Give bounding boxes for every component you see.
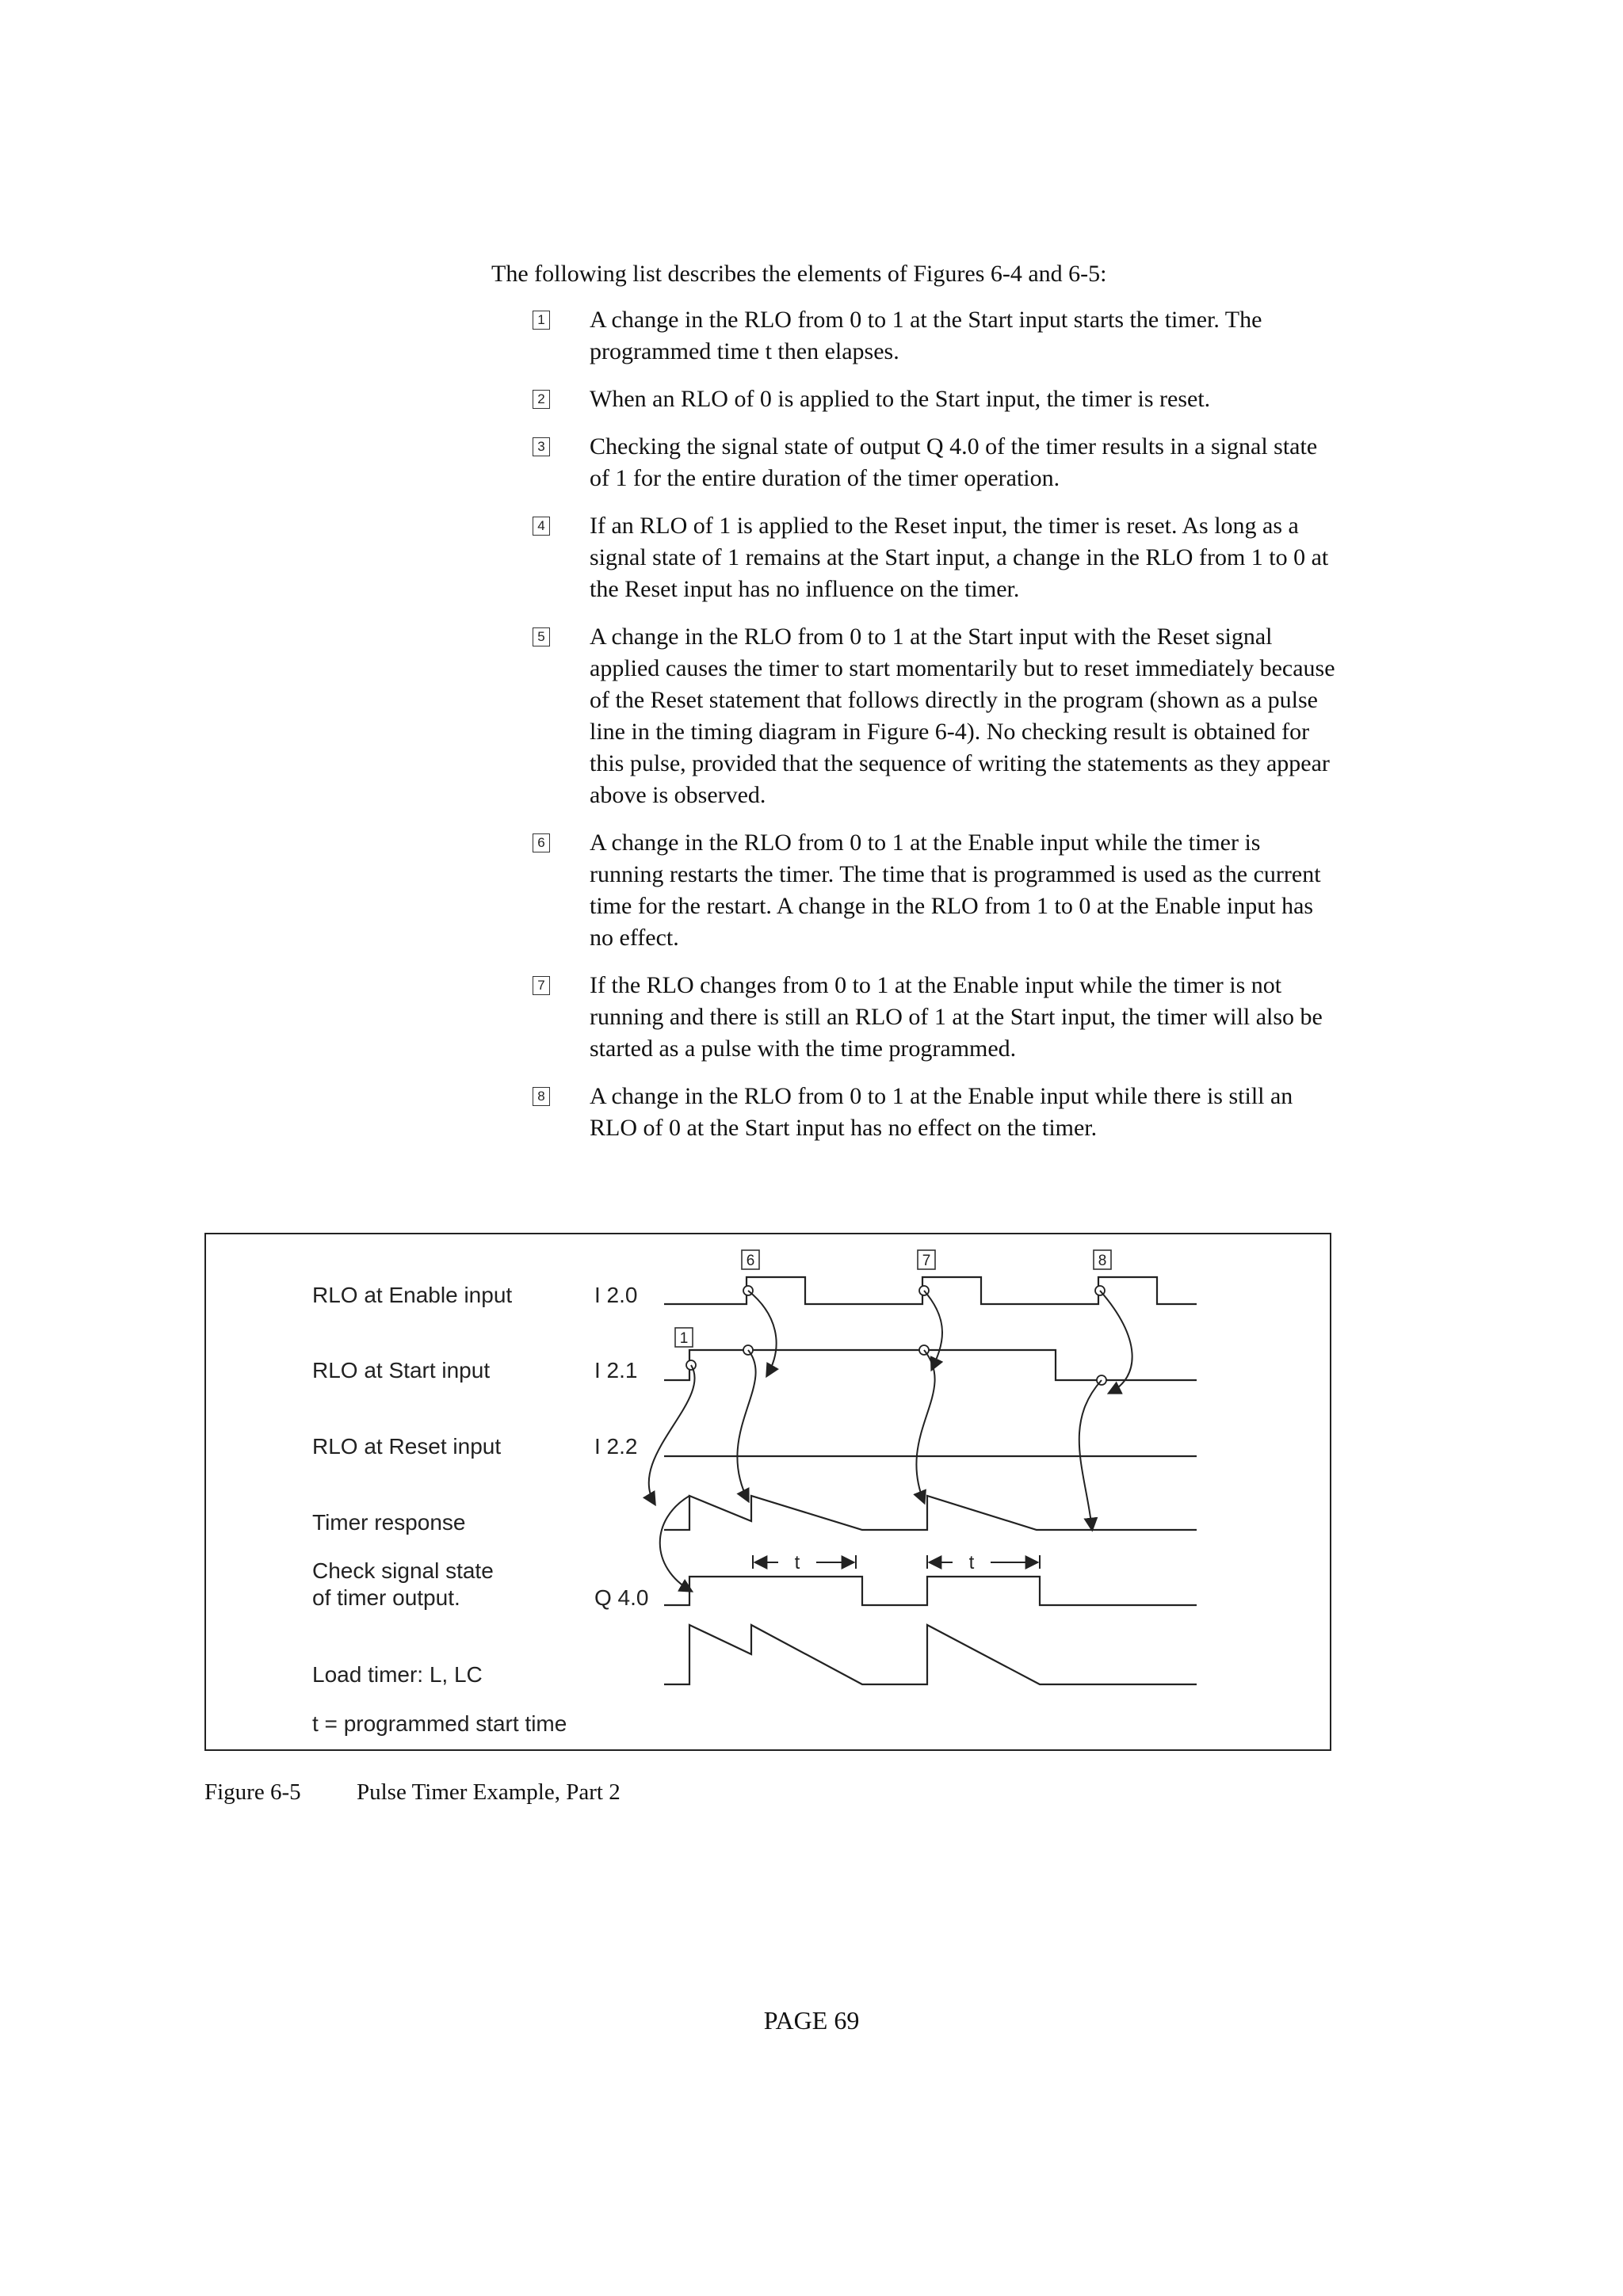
arrow [924, 1291, 942, 1369]
item-text: If the RLO changes from 0 to 1 at the Enable input while the timer is not running and there is still an RLO of 1 at the Start input, the timer will also be started as a pulse with the time programmed. [590, 972, 1323, 1062]
address-reset: I 2.2 [594, 1434, 638, 1459]
timing-diagram-figure [204, 1233, 1331, 1751]
item-number-box: 2 [533, 390, 550, 409]
list-item [529, 970, 1338, 1065]
load-timer-waveform [664, 1625, 1197, 1684]
row-label-timer-response: Timer response [312, 1510, 466, 1535]
row-label-start: RLO at Start input [312, 1358, 491, 1383]
list-item [529, 304, 1338, 368]
arrow [1079, 1380, 1102, 1529]
item-number-box: 1 [533, 311, 550, 330]
intro-paragraph: The following list describes the elements of Figures 6-4 and 6-5: [491, 261, 1107, 287]
marker-7: 7 [922, 1253, 931, 1269]
list-item [529, 827, 1338, 954]
list-item [529, 621, 1338, 811]
timer-response-waveform [664, 1496, 1197, 1530]
item-number-box: 6 [533, 833, 550, 852]
item-number-box: 5 [533, 627, 550, 646]
item-text: When an RLO of 0 is applied to the Start input, the timer is reset. [590, 386, 1211, 412]
item-text: A change in the RLO from 0 to 1 at the Start input with the Reset signal applied causes the timer to start momentarily but to reset immediately because of the Reset statement that follows directly in the program (shown as a pulse line in the timing diagram in Figure 6-4). No checking result is obtained for this pulse, provided that the sequence of writing the statements as they appear above is observed. [590, 624, 1335, 808]
marker-1: 1 [679, 1330, 689, 1347]
arrow [748, 1291, 777, 1375]
footnote-label: t = programmed start time [312, 1711, 567, 1736]
timing-diagram [206, 1234, 1330, 1749]
figure-title: Pulse Timer Example, Part 2 [357, 1779, 621, 1805]
time-label: t [968, 1552, 975, 1573]
item-text: Checking the signal state of output Q 4.0 of the timer results in a signal state of 1 for the entire duration of the timer operation. [590, 433, 1318, 491]
item-number-box: 8 [533, 1087, 550, 1106]
marker-6: 6 [746, 1253, 755, 1269]
item-number-box: 7 [533, 976, 550, 995]
marker-8: 8 [1098, 1253, 1107, 1269]
address-enable: I 2.0 [594, 1283, 638, 1307]
arrow [916, 1350, 934, 1502]
arrow [649, 1365, 695, 1504]
time-label: t [794, 1552, 800, 1573]
list-item [529, 1081, 1338, 1144]
item-text: A change in the RLO from 0 to 1 at the Enable input while the timer is running restarts the timer. The time that is programmed is used as the current time for the restart. A change in the RLO from 1 to 0 at the Enable input has no effect. [590, 830, 1321, 951]
item-number-box: 4 [533, 517, 550, 536]
address-output: Q 4.0 [594, 1585, 649, 1610]
item-text: A change in the RLO from 0 to 1 at the Start input starts the timer. The programmed time t then elapses. [590, 307, 1262, 364]
arrow [737, 1350, 755, 1501]
page-number: PAGE 69 [763, 2006, 860, 2035]
arrow [660, 1496, 691, 1591]
address-start: I 2.1 [594, 1358, 638, 1383]
list-item [529, 431, 1338, 494]
list-item [529, 510, 1338, 605]
element-list [529, 304, 1338, 1144]
row-label-check-signal: Check signal state [312, 1558, 494, 1583]
row-label-load-timer: Load timer: L, LC [312, 1662, 483, 1687]
list-item [529, 383, 1338, 415]
figure-number: Figure 6-5 [204, 1779, 301, 1805]
row-label-enable: RLO at Enable input [312, 1283, 513, 1307]
item-text: If an RLO of 1 is applied to the Reset input, the timer is reset. As long as a signal state of 1 remains at the Start input, a change in the RLO from 1 to 0 at the Reset input has no influence on the timer. [590, 513, 1329, 602]
output-waveform [664, 1577, 1197, 1605]
item-text: A change in the RLO from 0 to 1 at the Enable input while there is still an RLO of 0 at the Start input has no effect on the timer. [590, 1083, 1293, 1141]
start-waveform [664, 1350, 1197, 1380]
row-label-timer-output: of timer output. [312, 1585, 460, 1610]
item-number-box: 3 [533, 437, 550, 456]
row-label-reset: RLO at Reset input [312, 1434, 502, 1459]
